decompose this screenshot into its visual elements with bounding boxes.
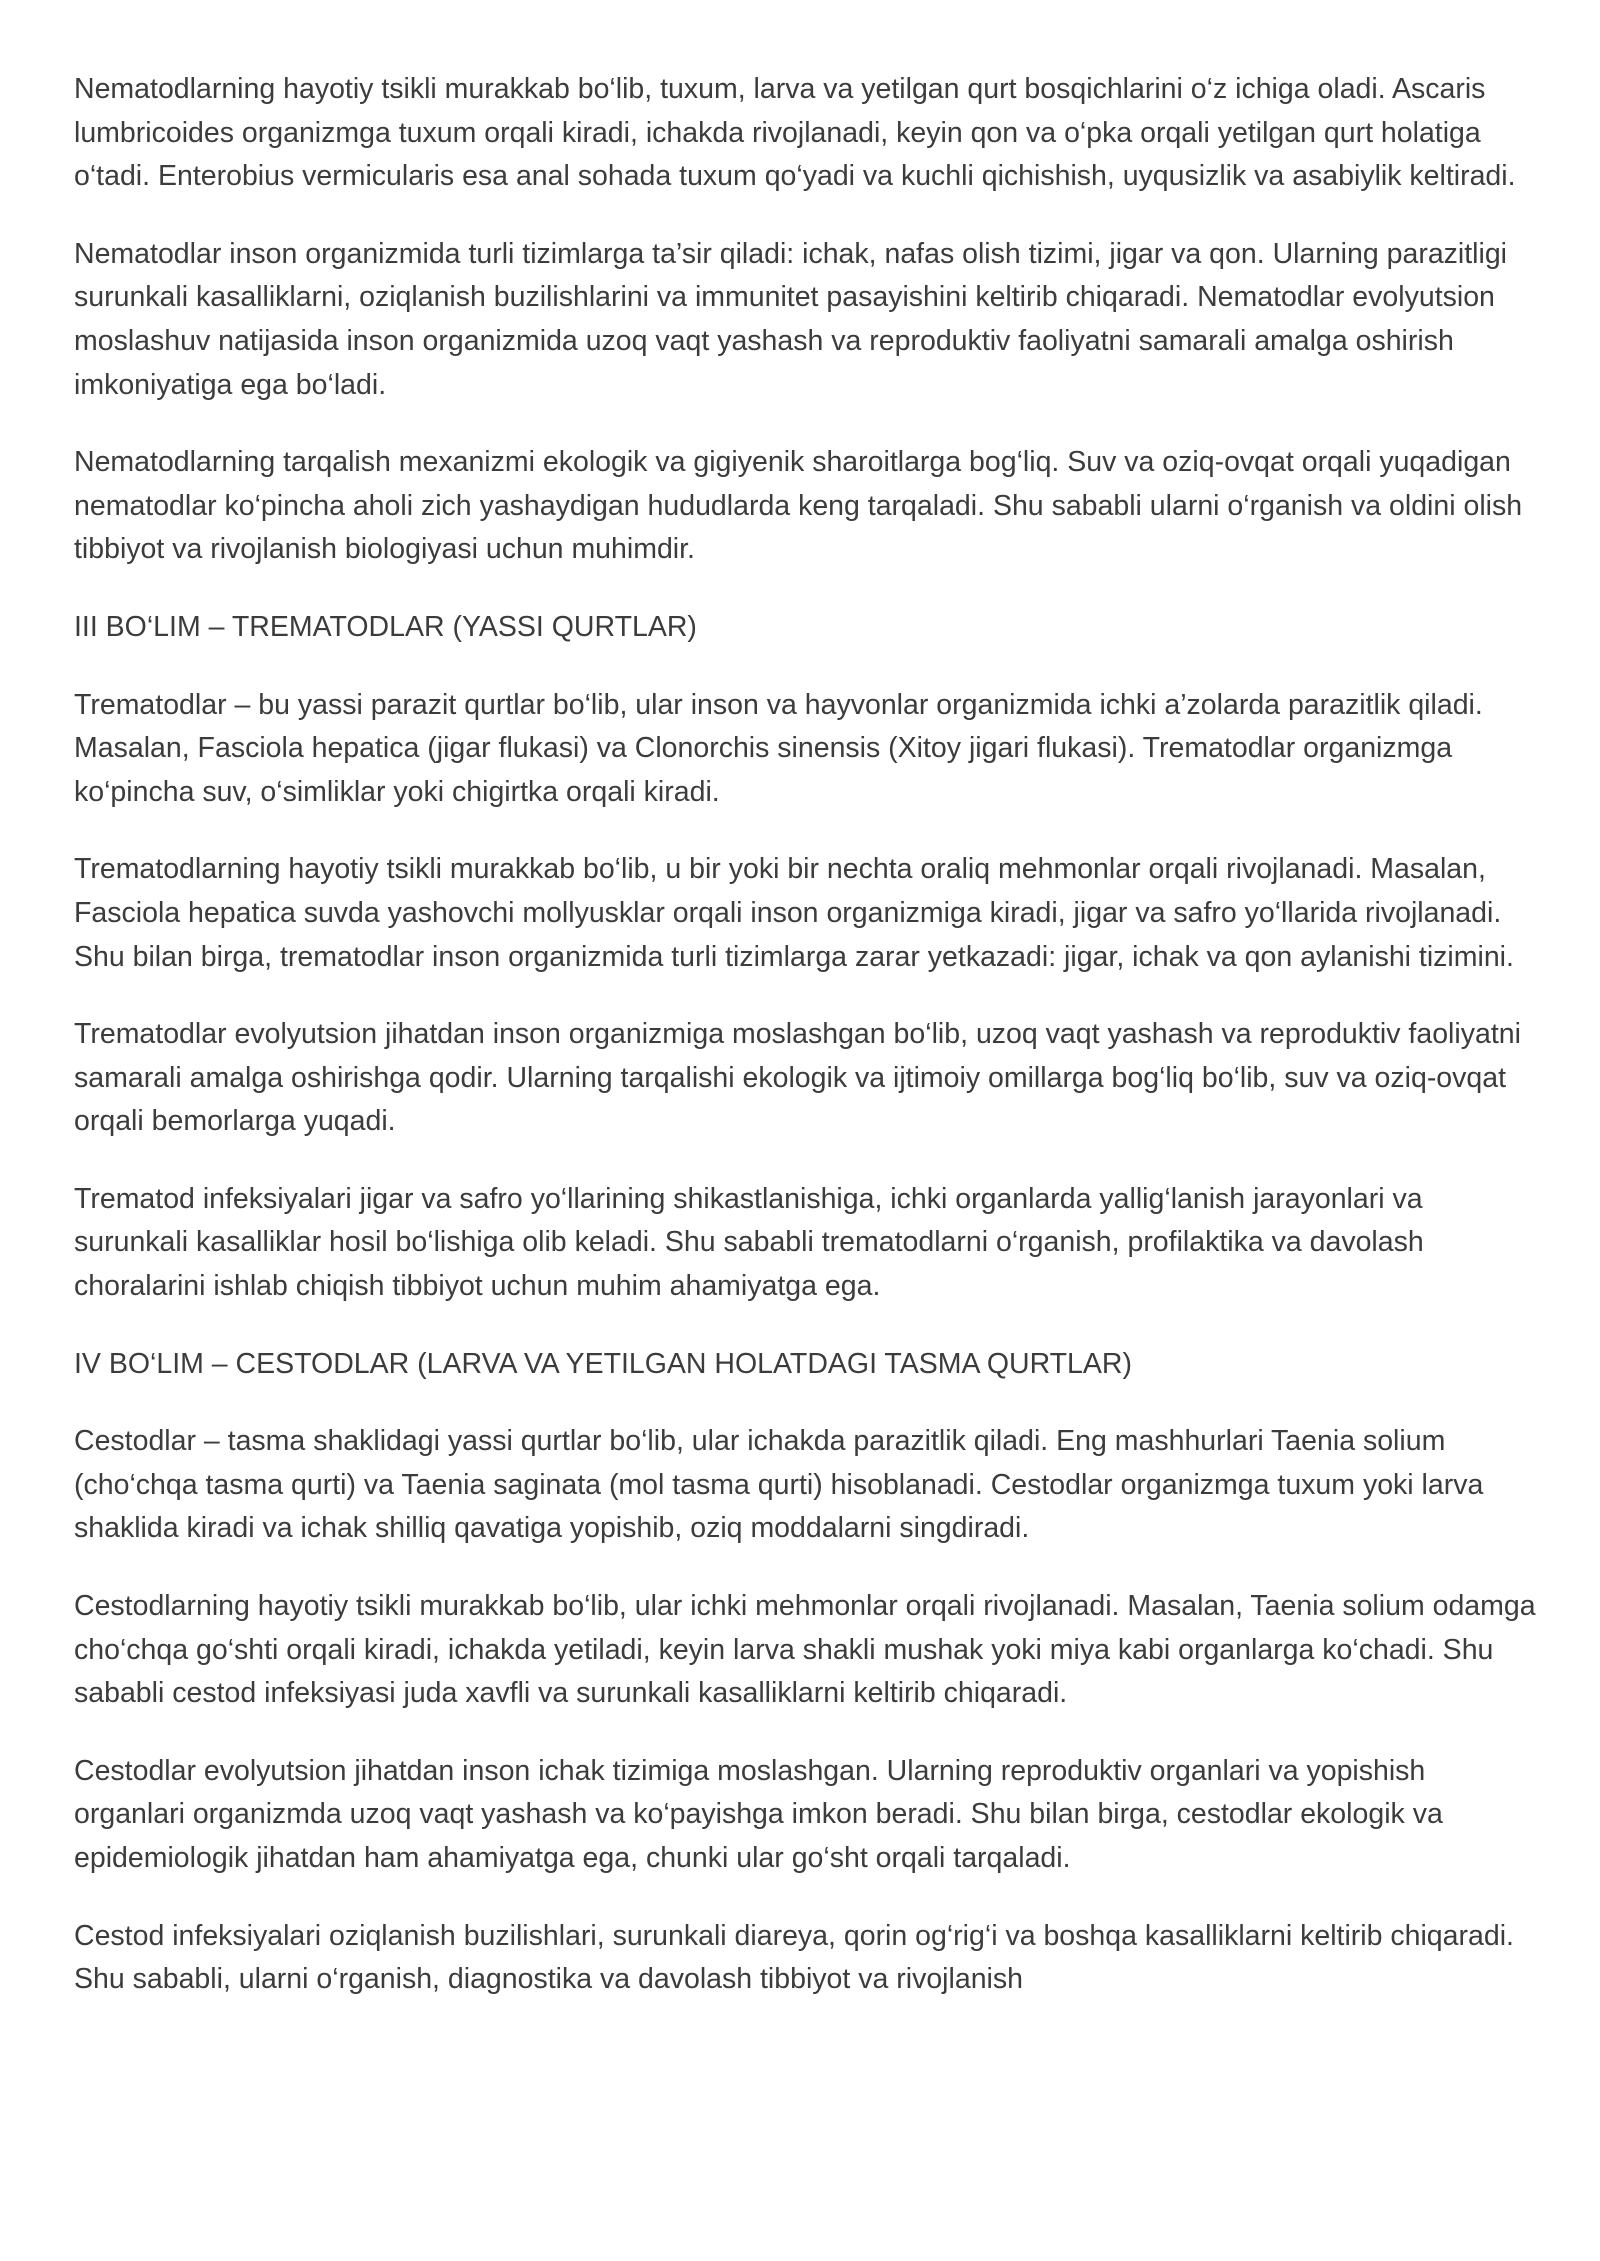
section-heading-cestodes: IV BO‘LIM – CESTODLAR (LARVA VA YETILGAN HOLATDAGI TASMA QURTLAR): [74, 1347, 1132, 1380]
paragraph-nematode-life-cycle: Nematodlarning hayotiy tsikli murakkab bo‘lib, tuxum, larva va yetilgan qurt bosqichlarini o‘z ichiga oladi. Ascaris lumbricoides organizmga tuxum orqali kiradi, ichakda rivojlanadi, keyin qon va o‘pka orqali yetilgan qurt holatiga o‘tadi. Enterobius vermicularis esa anal sohada tuxum qo‘yadi va kuchli qichishish, uyqusizlik va asabiylik keltiradi.: [74, 73, 1516, 193]
paragraph-nematode-systems: Nematodlar inson organizmida turli tizimlarga ta’sir qiladi: ichak, nafas olish tizimi, jigar va qon. Ularning parazitligi surunkali kasalliklarni, oziqlanish buzilishlarini va immunitet pasayishini keltirib chiqaradi. Nematodlar evolyutsion moslashuv natijasida inson organizmida uzoq vaqt yashash va reproduktiv faoliyatni samarali amalga oshirish imkoniyatiga ega bo‘ladi.: [74, 237, 1508, 401]
paragraph-cestode-intro: Cestodlar – tasma shaklidagi yassi qurtlar bo‘lib, ular ichakda parazitlik qiladi. Eng mashhurlari Taenia solium (cho‘chqa tasma qurti) va Taenia saginata (mol tasma qurti) hisoblanadi. Cestodlar organizmga tuxum yoki larva shaklida kiradi va ichak shilliq qavatiga yopishib, oziq moddalarni singdiradi.: [74, 1425, 1484, 1545]
paragraph-trematode-evolution: Trematodlar evolyutsion jihatdan inson organizmiga moslashgan bo‘lib, uzoq vaqt yashash va reproduktiv faoliyatni samarali amalga oshirishga qodir. Ularning tarqalishi ekologik va ijtimoiy omillarga bog‘liq bo‘lib, suv va oziq-ovqat orqali bemorlarga yuqadi.: [74, 1018, 1521, 1138]
document-body: [74, 68, 1544, 2036]
paragraph-trematode-life-cycle: Trematodlarning hayotiy tsikli murakkab bo‘lib, u bir yoki bir nechta oraliq mehmonlar orqali rivojlanadi. Masalan, Fasciola hepatica suvda yashovchi mollyusklar orqali inson organizmiga kiradi, jigar va safro yo‘llarida rivojlanadi. Shu bilan birga, trematodlar inson organizmida turli tizimlarga zarar yetkazadi: jigar, ichak va qon aylanishi tizimini.: [74, 853, 1514, 973]
paragraph-trematode-infections: Trematod infeksiyalari jigar va safro yo‘llarining shikastlanishiga, ichki organlarda yallig‘lanish jarayonlari va surunkali kasalliklar hosil bo‘lishiga olib keladi. Shu sababli trematodlarni o‘rganish, profilaktika va davolash choralarini ishlab chiqish tibbiyot uchun muhim ahamiyatga ega.: [74, 1182, 1424, 1303]
section-heading-trematodes: III BO‘LIM – TREMATODLAR (YASSI QURTLAR): [74, 610, 697, 643]
paragraph-cestode-evolution: Cestodlar evolyutsion jihatdan inson ichak tizimiga moslashgan. Ularning reproduktiv organlari va yopishish organlari organizmda uzoq vaqt yashash va ko‘payishga imkon beradi. Shu bilan birga, cestodlar ekologik va epidemiologik jihatdan ham ahamiyatga ega, chunki ular go‘sht orqali tarqaladi.: [74, 1754, 1443, 1874]
paragraph-nematode-spread: Nematodlarning tarqalish mexanizmi ekologik va gigiyenik sharoitlarga bog‘liq. Suv va oziq-ovqat orqali yuqadigan nematodlar ko‘pincha aholi zich yashaydigan hududlarda keng tarqaladi. Shu sababli ularni o‘rganish va oldini olish tibbiyot va rivojlanish biologiyasi uchun muhimdir.: [74, 446, 1523, 566]
paragraph-cestode-life-cycle: Cestodlarning hayotiy tsikli murakkab bo‘lib, ular ichki mehmonlar orqali rivojlanadi. Masalan, Taenia solium odamga cho‘chqa go‘shti orqali kiradi, ichakda yetiladi, keyin larva shakli mushak yoki miya kabi organlarga ko‘chadi. Shu sababli cestod infeksiyasi juda xavfli va surunkali kasalliklarni keltirib chiqaradi.: [74, 1590, 1536, 1710]
paragraph-cestode-infections: Cestod infeksiyalari oziqlanish buzilishlari, surunkali diareya, qorin og‘rig‘i va boshqa kasalliklarni keltirib chiqaradi. Shu sababli, ularni o‘rganish, diagnostika va davolash tibbiyot va rivojlanish: [74, 1919, 1514, 1996]
paragraph-trematode-intro: Trematodlar – bu yassi parazit qurtlar bo‘lib, ular inson va hayvonlar organizmida ichki a’zolarda parazitlik qiladi. Masalan, Fasciola hepatica (jigar flukasi) va Clonorchis sinensis (Xitoy jigari flukasi). Trematodlar organizmga ko‘pincha suv, o‘simliklar yoki chigirtka orqali kiradi.: [74, 688, 1483, 808]
